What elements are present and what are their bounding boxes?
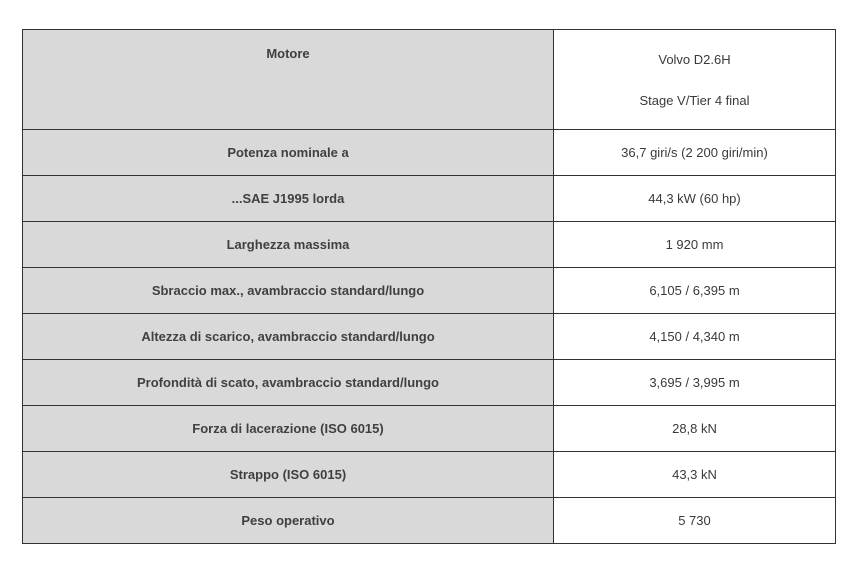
table-row: [23, 498, 836, 544]
row-value: 44,3 kW (60 hp): [554, 176, 836, 222]
row-label: Peso operativo: [23, 498, 554, 544]
row-label: Altezza di scarico, avambraccio standard/lungo: [23, 314, 554, 360]
table-row: [23, 130, 836, 176]
row-value: 5 730: [554, 498, 836, 544]
row-value: 36,7 giri/s (2 200 giri/min): [554, 130, 836, 176]
row-label: Forza di lacerazione (ISO 6015): [23, 406, 554, 452]
row-value: 43,3 kN: [554, 452, 836, 498]
row-label: Potenza nominale a: [23, 130, 554, 176]
table-row: [23, 222, 836, 268]
row-label: Strappo (ISO 6015): [23, 452, 554, 498]
row-value: 6,105 / 6,395 m: [554, 268, 836, 314]
spec-table: [22, 29, 836, 544]
row-value: 3,695 / 3,995 m: [554, 360, 836, 406]
row-label: Larghezza massima: [23, 222, 554, 268]
table-row: [23, 268, 836, 314]
engine-model: Volvo D2.6H: [658, 51, 731, 67]
row-value: 4,150 / 4,340 m: [554, 314, 836, 360]
table-row: [23, 30, 836, 130]
table-row: [23, 406, 836, 452]
engine-emission-standard: Stage V/Tier 4 final: [639, 92, 750, 108]
row-label: Profondità di scato, avambraccio standard/lungo: [23, 360, 554, 406]
row-label: Motore: [23, 30, 554, 130]
row-value: 1 920 mm: [554, 222, 836, 268]
table-row: [23, 452, 836, 498]
row-label: Sbraccio max., avambraccio standard/lungo: [23, 268, 554, 314]
row-label: ...SAE J1995 lorda: [23, 176, 554, 222]
row-value: 28,8 kN: [554, 406, 836, 452]
table-row: [23, 314, 836, 360]
table-row: [23, 176, 836, 222]
value-lines: [560, 51, 829, 109]
table-row: [23, 360, 836, 406]
row-value: [554, 30, 836, 130]
